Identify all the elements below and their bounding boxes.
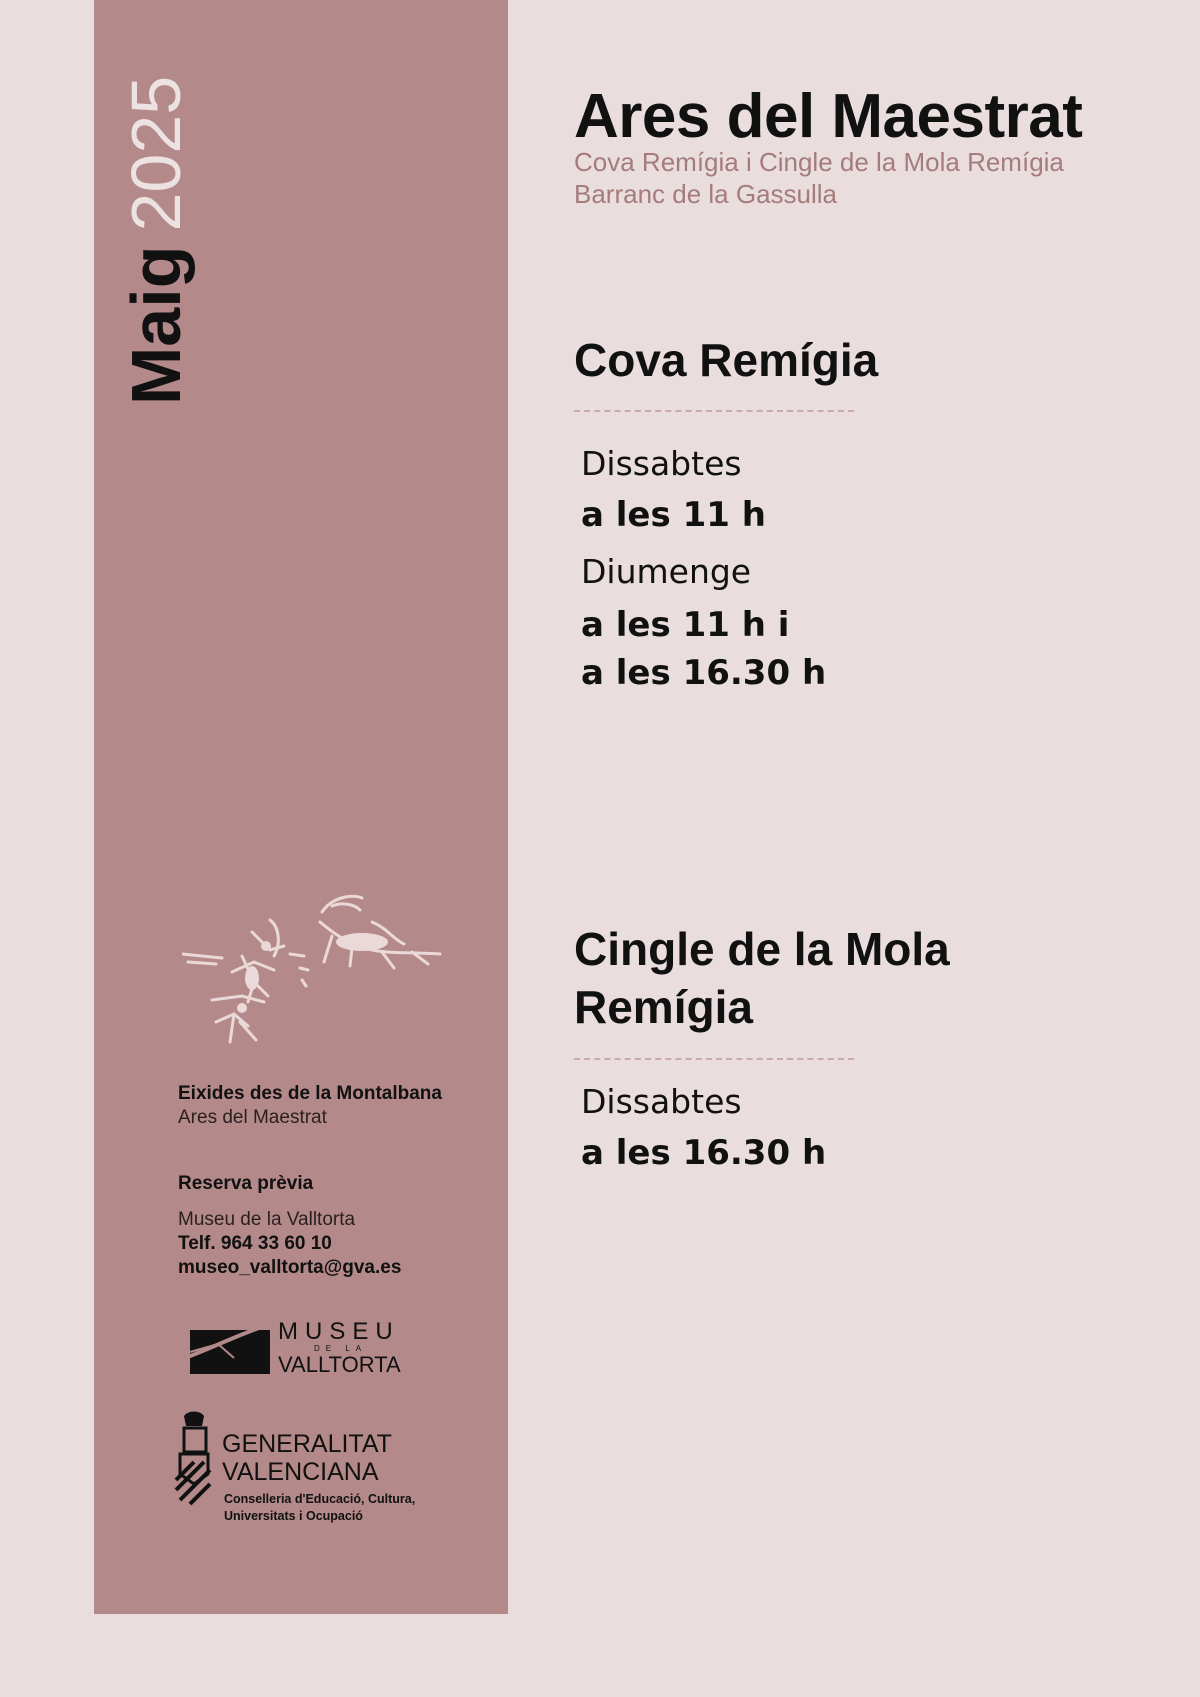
booking-phone[interactable]: Telf. 964 33 60 10 (178, 1233, 332, 1254)
museu-valltorta-logo (174, 1318, 414, 1378)
booking-title: Reserva prèvia (178, 1173, 314, 1194)
year-label: 2025 (117, 75, 195, 232)
booking-contact (178, 1208, 401, 1280)
section-title-cova-remigia: Cova Remígia (574, 334, 879, 386)
schedule-day: Dissabtes (581, 1082, 742, 1121)
booking-email[interactable]: museo_valltorta@gva.es (178, 1257, 402, 1278)
generalitat-valenciana-logo (174, 1410, 474, 1530)
schedule-time: a les 16.30 h (581, 653, 827, 693)
section-title-remigia: Remígia (574, 981, 753, 1033)
schedule-time: a les 11 h (581, 495, 766, 535)
section-divider (574, 410, 854, 412)
coat-of-arms-icon (174, 1410, 214, 1506)
museum-logo-line1: MUSEU (278, 1318, 400, 1345)
excursion-title: Eixides des de la Montalbana (178, 1083, 442, 1104)
booking-org: Museu de la Valltorta (178, 1209, 356, 1230)
booking-info (178, 1172, 313, 1196)
gva-sub2: Universitats i Ocupació (224, 1509, 363, 1523)
vertical-date-title (118, 0, 194, 405)
museum-logo-line2: DE LA (314, 1344, 368, 1353)
museum-mark-icon (174, 1322, 270, 1374)
excursion-place: Ares del Maestrat (178, 1107, 327, 1128)
schedule-day: Dissabtes (581, 444, 742, 483)
gva-sub1: Conselleria d'Educació, Cultura, (224, 1492, 416, 1506)
section-title-cingle-mola: Cingle de la Mola (574, 923, 950, 975)
subtitle-sites: Cova Remígia i Cingle de la Mola Remígia (574, 147, 1064, 177)
schedule-time: a les 11 h i (581, 605, 790, 645)
schedule-time: a les 16.30 h (581, 1133, 827, 1173)
month-label: Maig (117, 245, 195, 405)
excursion-info (178, 1082, 442, 1130)
museum-logo-line3: VALLTORTA (278, 1352, 401, 1377)
page-title: Ares del Maestrat (574, 82, 1083, 151)
gva-line1: GENERALITAT (222, 1430, 392, 1458)
rock-art-illustration (182, 892, 444, 1046)
section-divider (574, 1058, 854, 1060)
gva-line2: VALENCIANA (222, 1458, 379, 1486)
subtitle-ravine: Barranc de la Gassulla (574, 179, 838, 209)
schedule-day: Diumenge (581, 552, 752, 591)
